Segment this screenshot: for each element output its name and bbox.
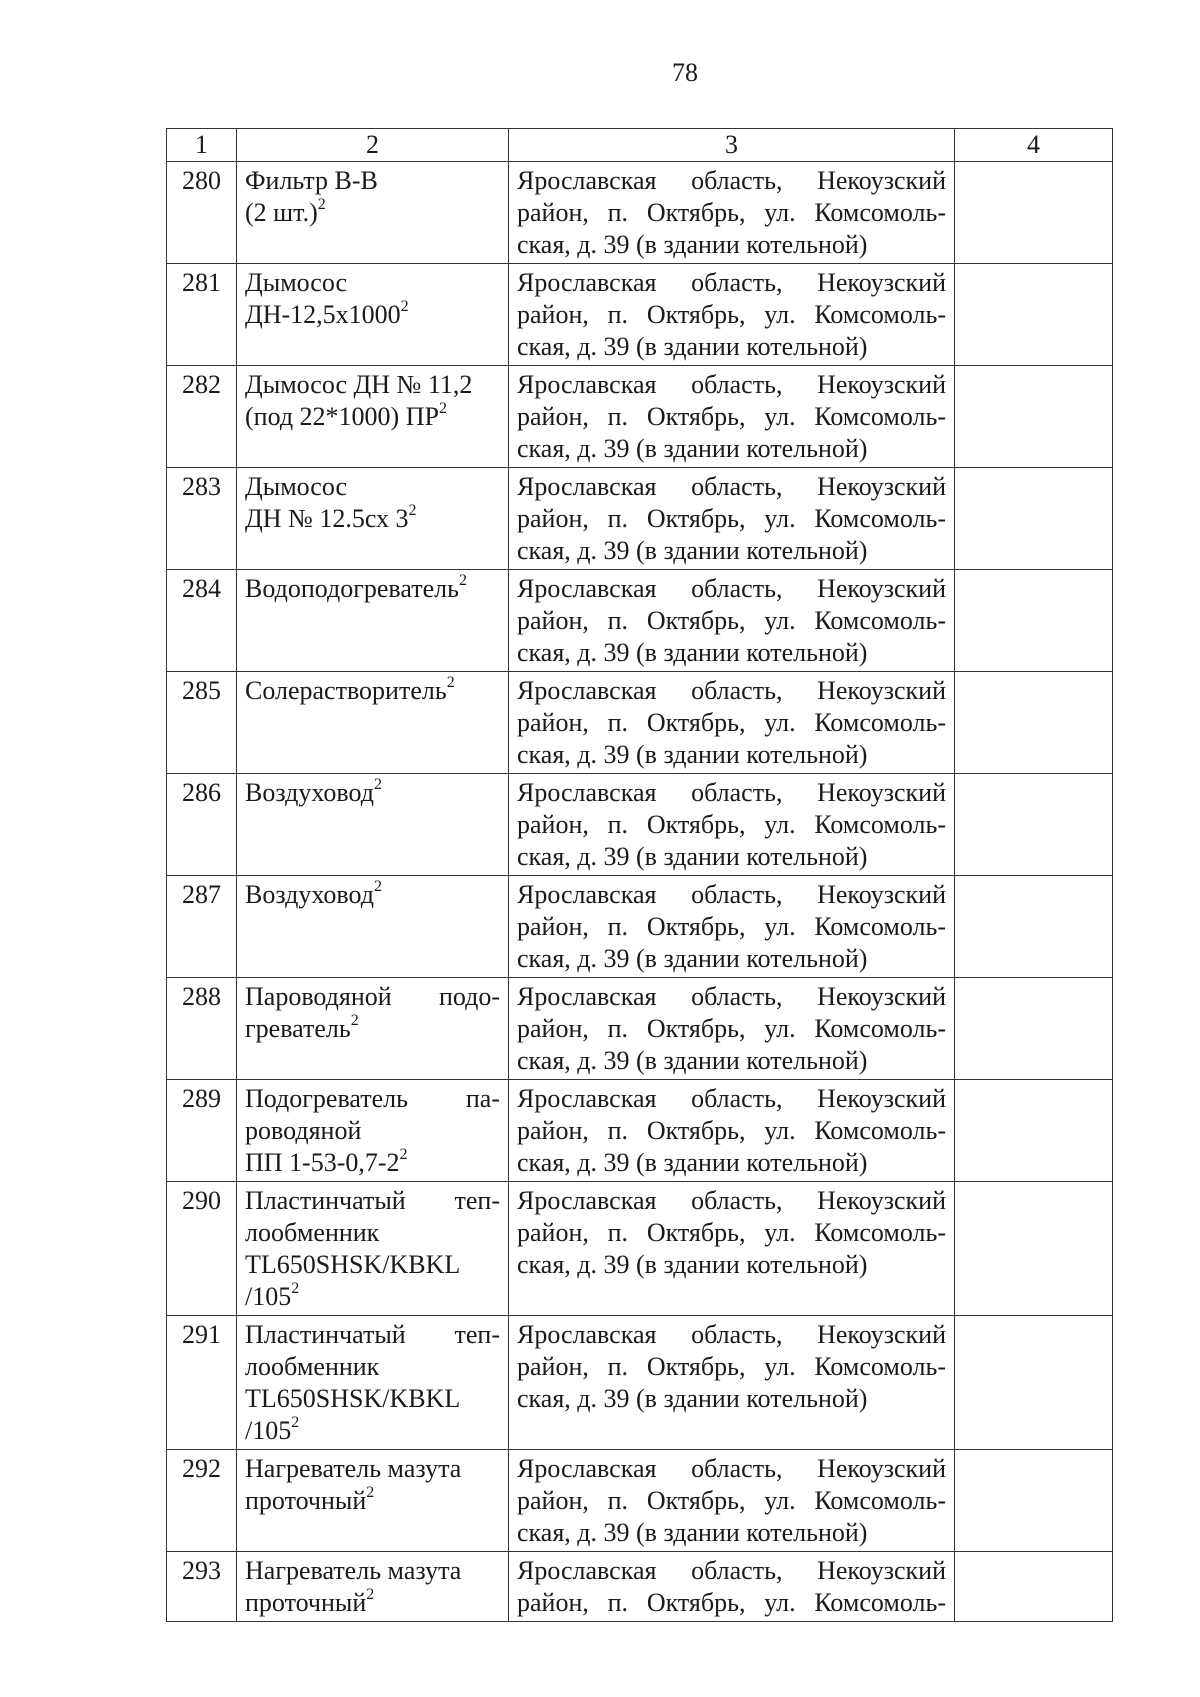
address-line: ская, д. 39 (в здании котельной) [517,434,868,463]
address-cell [509,1450,955,1552]
address-cell [509,1080,955,1182]
item-name-line: лообменник [245,1352,380,1381]
address-line: ская, д. 39 (в здании котельной) [517,230,868,259]
item-name-line: ДН-12,5х1000 [245,300,401,329]
column-header-1: 1 [167,129,237,162]
address-line: ская, д. 39 (в здании котельной) [517,536,868,565]
footnote-marker: 2 [291,1414,300,1431]
address-cell [509,570,955,672]
address-cell [509,1182,955,1316]
row-number: 281 [167,264,237,366]
address-line: район, п. Октябрь, ул. Комсомоль- [517,1486,946,1515]
item-name-line: Воздуховод [245,778,374,807]
address-line: Ярославская область, Некоузский [517,1084,946,1113]
address-line: ская, д. 39 (в здании котельной) [517,1518,868,1547]
row-number: 287 [167,876,237,978]
item-name-line: Водоподогреватель [245,574,459,603]
address-line: ская, д. 39 (в здании котельной) [517,1148,868,1177]
item-name-cell [237,570,509,672]
page-number: 78 [672,58,698,87]
item-name-line: /105 [245,1416,292,1445]
item-name-cell [237,162,509,264]
footnote-marker: 2 [317,196,326,213]
column-4-cell [955,1080,1113,1182]
item-name-line: Подогреватель па- [245,1084,500,1113]
table-row [167,264,1113,366]
column-header-3: 3 [509,129,955,162]
address-line: район, п. Октябрь, ул. Комсомоль- [517,1218,946,1247]
table-row [167,1450,1113,1552]
address-line: Ярославская область, Некоузский [517,1186,946,1215]
item-name-cell [237,876,509,978]
footnote-marker: 2 [373,776,382,793]
address-line: район, п. Октябрь, ул. Комсомоль- [517,504,946,533]
row-number: 283 [167,468,237,570]
address-cell [509,1316,955,1450]
footnote-marker: 2 [438,400,447,417]
footnote-marker: 2 [350,1012,359,1029]
footnote-marker: 2 [373,878,382,895]
address-line: район, п. Октябрь, ул. Комсомоль- [517,1352,946,1381]
address-line: Ярославская область, Некоузский [517,370,946,399]
table-row [167,1552,1113,1622]
table-header-row [167,129,1113,162]
address-line: ская, д. 39 (в здании котельной) [517,842,868,871]
item-name-line: Пароводяной подо- [245,982,500,1011]
footnote-marker: 2 [366,1484,375,1501]
address-line: ская, д. 39 (в здании котельной) [517,944,868,973]
address-line: район, п. Октябрь, ул. Комсомоль- [517,300,946,329]
item-name-line: проточный [245,1486,367,1515]
table-row [167,162,1113,264]
table-row [167,672,1113,774]
row-number: 289 [167,1080,237,1182]
item-name-line: проточный [245,1588,367,1617]
item-name-line: Нагреватель мазута [245,1556,462,1585]
item-name-line: Пластинчатый теп- [245,1320,500,1349]
item-name-line: лообменник [245,1218,380,1247]
item-name-cell [237,672,509,774]
property-table [166,128,1113,1622]
address-cell [509,774,955,876]
item-name-line: ПП 1-53-0,7-2 [245,1148,400,1177]
address-cell [509,366,955,468]
item-name-line: ДН № 12.5сх 3 [245,504,409,533]
item-name-line: /105 [245,1282,292,1311]
address-line: Ярославская область, Некоузский [517,982,946,1011]
column-header-4: 4 [955,129,1113,162]
address-line: район, п. Октябрь, ул. Комсомоль- [517,198,946,227]
item-name-line: Солерастворитель [245,676,447,705]
column-4-cell [955,672,1113,774]
column-4-cell [955,1450,1113,1552]
table-body [167,162,1113,1622]
row-number: 288 [167,978,237,1080]
footnote-marker: 2 [291,1280,300,1297]
item-name-line: греватель [245,1014,351,1043]
address-line: район, п. Октябрь, ул. Комсомоль- [517,1014,946,1043]
address-line: район, п. Октябрь, ул. Комсомоль- [517,606,946,635]
item-name-cell [237,1450,509,1552]
address-line: Ярославская область, Некоузский [517,574,946,603]
row-number: 280 [167,162,237,264]
address-line: район, п. Октябрь, ул. Комсомоль- [517,912,946,941]
address-cell [509,264,955,366]
address-line: Ярославская область, Некоузский [517,268,946,297]
item-name-cell [237,774,509,876]
item-name-cell [237,1552,509,1622]
address-line: район, п. Октябрь, ул. Комсомоль- [517,402,946,431]
address-line: ская, д. 39 (в здании котельной) [517,740,868,769]
item-name-line: Дымосос [245,472,348,501]
column-4-cell [955,1316,1113,1450]
row-number: 291 [167,1316,237,1450]
address-line: район, п. Октябрь, ул. Комсомоль- [517,1588,946,1617]
address-line: Ярославская область, Некоузский [517,676,946,705]
column-4-cell [955,162,1113,264]
address-line: район, п. Октябрь, ул. Комсомоль- [517,708,946,737]
item-name-cell [237,1316,509,1450]
address-line: Ярославская область, Некоузский [517,880,946,909]
table-row [167,1080,1113,1182]
item-name-cell [237,978,509,1080]
address-line: ская, д. 39 (в здании котельной) [517,1384,868,1413]
address-line: Ярославская область, Некоузский [517,778,946,807]
column-4-cell [955,264,1113,366]
address-cell [509,672,955,774]
item-name-cell [237,1080,509,1182]
address-line: ская, д. 39 (в здании котельной) [517,1046,868,1075]
item-name-line: Воздуховод [245,880,374,909]
column-4-cell [955,978,1113,1080]
column-4-cell [955,570,1113,672]
item-name-cell [237,366,509,468]
item-name-cell [237,1182,509,1316]
item-name-line: Нагреватель мазута [245,1454,462,1483]
footnote-marker: 2 [458,572,467,589]
column-4-cell [955,774,1113,876]
column-4-cell [955,1182,1113,1316]
item-name-line: Дымосос ДН № 11,2 [245,370,473,399]
column-4-cell [955,366,1113,468]
item-name-cell [237,264,509,366]
row-number: 282 [167,366,237,468]
address-cell [509,162,955,264]
item-name-line: TL650SHSK/KBKL [245,1250,461,1279]
column-4-cell [955,468,1113,570]
table-row [167,468,1113,570]
address-line: Ярославская область, Некоузский [517,1320,946,1349]
item-name-line: (2 шт.) [245,198,318,227]
item-name-cell [237,468,509,570]
address-cell [509,978,955,1080]
footnote-marker: 2 [399,1146,408,1163]
column-4-cell [955,876,1113,978]
address-cell [509,1552,955,1622]
footnote-marker: 2 [408,502,417,519]
address-line: Ярославская область, Некоузский [517,1454,946,1483]
table-row [167,978,1113,1080]
footnote-marker: 2 [446,674,455,691]
table-row [167,1316,1113,1450]
table-row [167,774,1113,876]
address-line: район, п. Октябрь, ул. Комсомоль- [517,1116,946,1145]
footnote-marker: 2 [400,298,409,315]
address-line: ская, д. 39 (в здании котельной) [517,332,868,361]
item-name-line: роводяной [245,1116,362,1145]
address-line: Ярославская область, Некоузский [517,166,946,195]
row-number: 292 [167,1450,237,1552]
row-number: 285 [167,672,237,774]
table-row [167,366,1113,468]
footnote-marker: 2 [366,1586,375,1603]
row-number: 286 [167,774,237,876]
row-number: 293 [167,1552,237,1622]
address-line: ская, д. 39 (в здании котельной) [517,1250,868,1279]
address-cell [509,876,955,978]
item-name-line: TL650SHSK/KBKL [245,1384,461,1413]
item-name-line: Пластинчатый теп- [245,1186,500,1215]
item-name-line: Дымосос [245,268,348,297]
address-line: Ярославская область, Некоузский [517,472,946,501]
table-row [167,570,1113,672]
address-cell [509,468,955,570]
address-line: Ярославская область, Некоузский [517,1556,946,1585]
item-name-line: Фильтр В-В [245,166,378,195]
address-line: ская, д. 39 (в здании котельной) [517,638,868,667]
column-4-cell [955,1552,1113,1622]
table-row [167,876,1113,978]
table-row [167,1182,1113,1316]
row-number: 284 [167,570,237,672]
column-header-2: 2 [237,129,509,162]
address-line: район, п. Октябрь, ул. Комсомоль- [517,810,946,839]
row-number: 290 [167,1182,237,1316]
item-name-line: (под 22*1000) ПР [245,402,439,431]
